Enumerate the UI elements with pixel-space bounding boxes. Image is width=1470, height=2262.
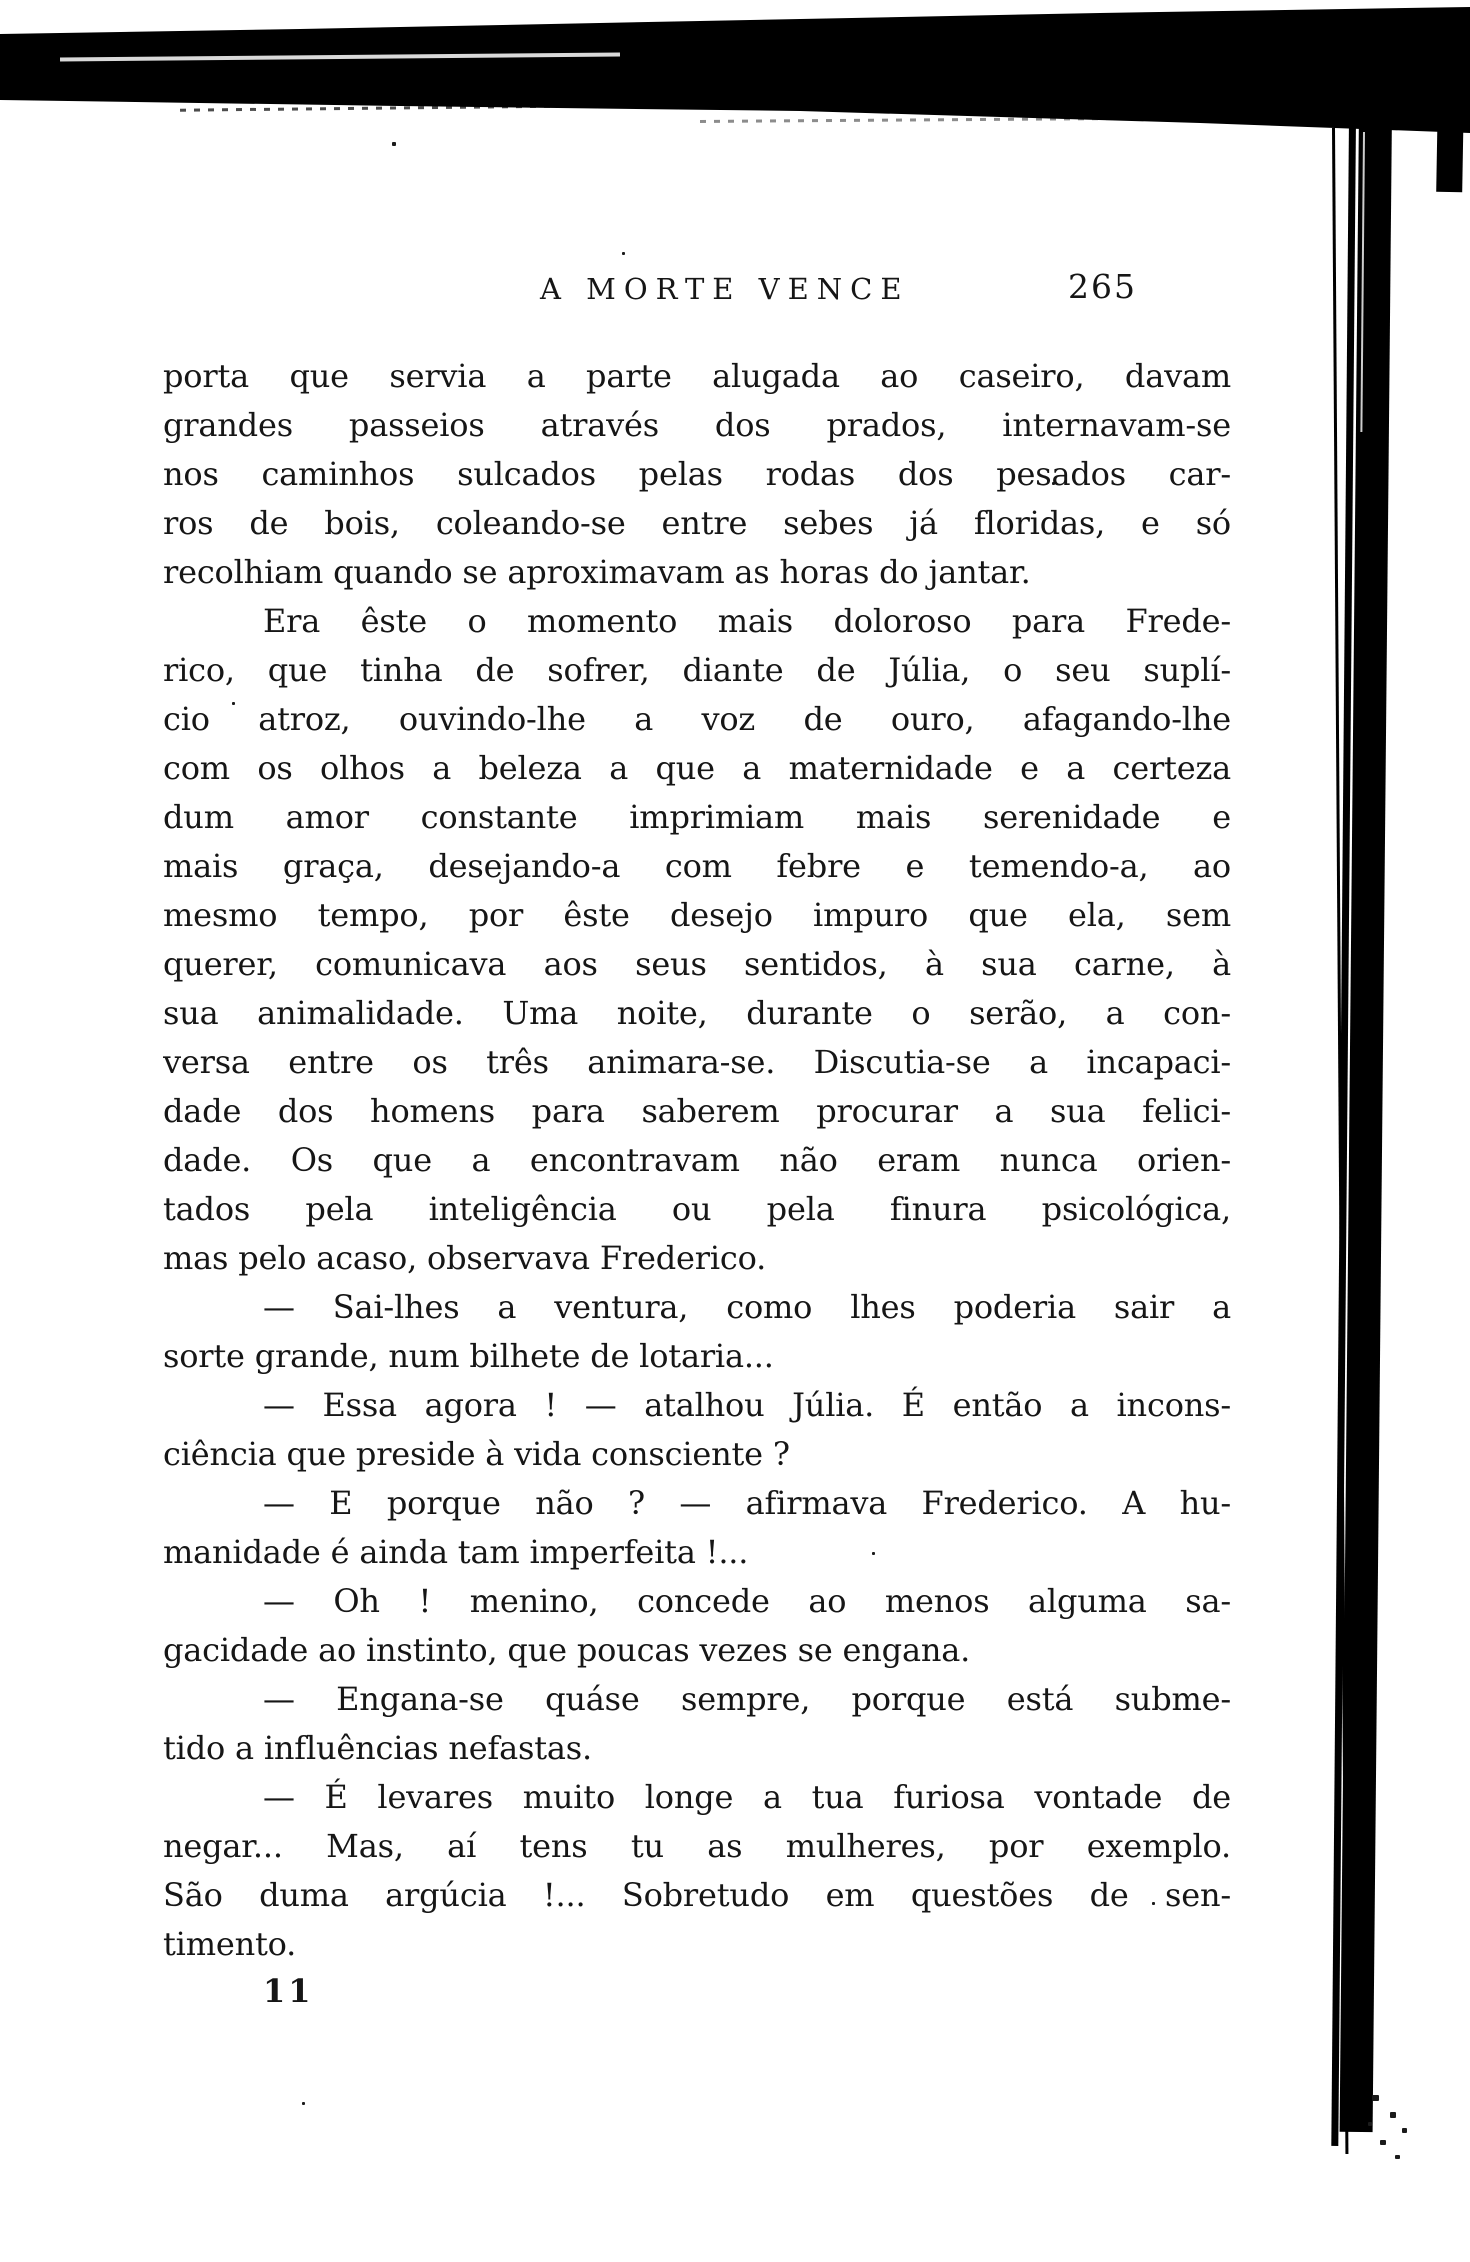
gutter-band-speckle: [1380, 2140, 1386, 2145]
scan-noise-dot: [302, 2102, 305, 2105]
text-line: recolhiam quando se aproximavam as horas do jantar.: [163, 553, 1031, 591]
text-line: — É levares muito longe a tua furiosa vontade de: [263, 1778, 1231, 1816]
text-line: negar... Mas, aí tens tu as mulheres, por exemplo.: [163, 1827, 1231, 1865]
gutter-band-speckle: [1372, 2095, 1379, 2101]
page-number: 265: [1068, 267, 1137, 306]
text-line: cio atroz, ouvindo-lhe a voz de ouro, afagando-lhe: [163, 700, 1231, 738]
text-line: mas pelo acaso, observava Frederico.: [163, 1239, 767, 1277]
text-line: timento.: [163, 1925, 297, 1963]
text-line: — E porque não ? — afirmava Frederico. A hu-: [263, 1484, 1231, 1522]
scan-top-edge-artifact: [0, 0, 1470, 200]
text-line: nos caminhos sulcados pelas rodas dos pesados car-: [163, 455, 1231, 493]
gutter-band-speckle: [1395, 2155, 1400, 2159]
text-line: — Sai-lhes a ventura, como lhes poderia sair a: [263, 1288, 1231, 1326]
gutter-band-speckle: [1368, 2122, 1372, 2126]
text-line: porta que servia a parte alugada ao caseiro, davam: [163, 357, 1231, 395]
scan-noise-dot: [392, 142, 396, 146]
text-line: Era êste o momento mais doloroso para Frede-: [263, 602, 1231, 640]
text-line: mais graça, desejando-a com febre e temendo-a, ao: [163, 847, 1231, 885]
text-line: manidade é ainda tam imperfeita !...: [163, 1533, 749, 1571]
gutter-band-speckle: [1402, 2128, 1407, 2133]
body-text: [163, 352, 1231, 1969]
text-line: sua animalidade. Uma noite, durante o serão, a con-: [163, 994, 1231, 1032]
text-line: — Oh ! menino, concede ao menos alguma sa-: [263, 1582, 1231, 1620]
gutter-band-speckle: [1390, 2112, 1396, 2118]
text-line: — Engana-se quáse sempre, porque está subme-: [263, 1680, 1231, 1718]
text-line: mesmo tempo, por êste desejo impuro que ela, sem: [163, 896, 1231, 934]
text-line: dum amor constante imprimiam mais serenidade e: [163, 798, 1231, 836]
text-line: ciência que preside à vida consciente ?: [163, 1435, 790, 1473]
scan-corner-artifact: [1436, 100, 1464, 192]
text-line: dade. Os que a encontravam não eram nunca orien-: [163, 1141, 1231, 1179]
text-line: sorte grande, num bilhete de lotaria...: [163, 1337, 774, 1375]
text-line: ros de bois, coleando-se entre sebes já floridas, e só: [163, 504, 1231, 542]
text-line: tido a influências nefastas.: [163, 1729, 592, 1767]
text-line: São duma argúcia !... Sobretudo em questões de sen-: [163, 1876, 1231, 1914]
text-line: — Essa agora ! — atalhou Júlia. É então a incons-: [263, 1386, 1231, 1424]
scan-noise-dot: [622, 252, 625, 255]
text-line: rico, que tinha de sofrer, diante de Júlia, o seu suplí-: [163, 651, 1231, 689]
text-line: com os olhos a beleza a que a maternidade e a certeza: [163, 749, 1231, 787]
text-line: querer, comunicava aos seus sentidos, à sua carne, à: [163, 945, 1231, 983]
running-title: A MORTE VENCE: [540, 272, 910, 306]
text-line: grandes passeios através dos prados, internavam-se: [163, 406, 1231, 444]
text-line: tados pela inteligência ou pela finura psicológica,: [163, 1190, 1231, 1228]
text-line: gacidade ao instinto, que poucas vezes se engana.: [163, 1631, 971, 1669]
text-line: dade dos homens para saberem procurar a sua felici-: [163, 1092, 1231, 1130]
signature-mark: 11: [263, 1972, 314, 2010]
text-line: versa entre os três animara-se. Discutia-se a incapaci-: [163, 1043, 1231, 1081]
